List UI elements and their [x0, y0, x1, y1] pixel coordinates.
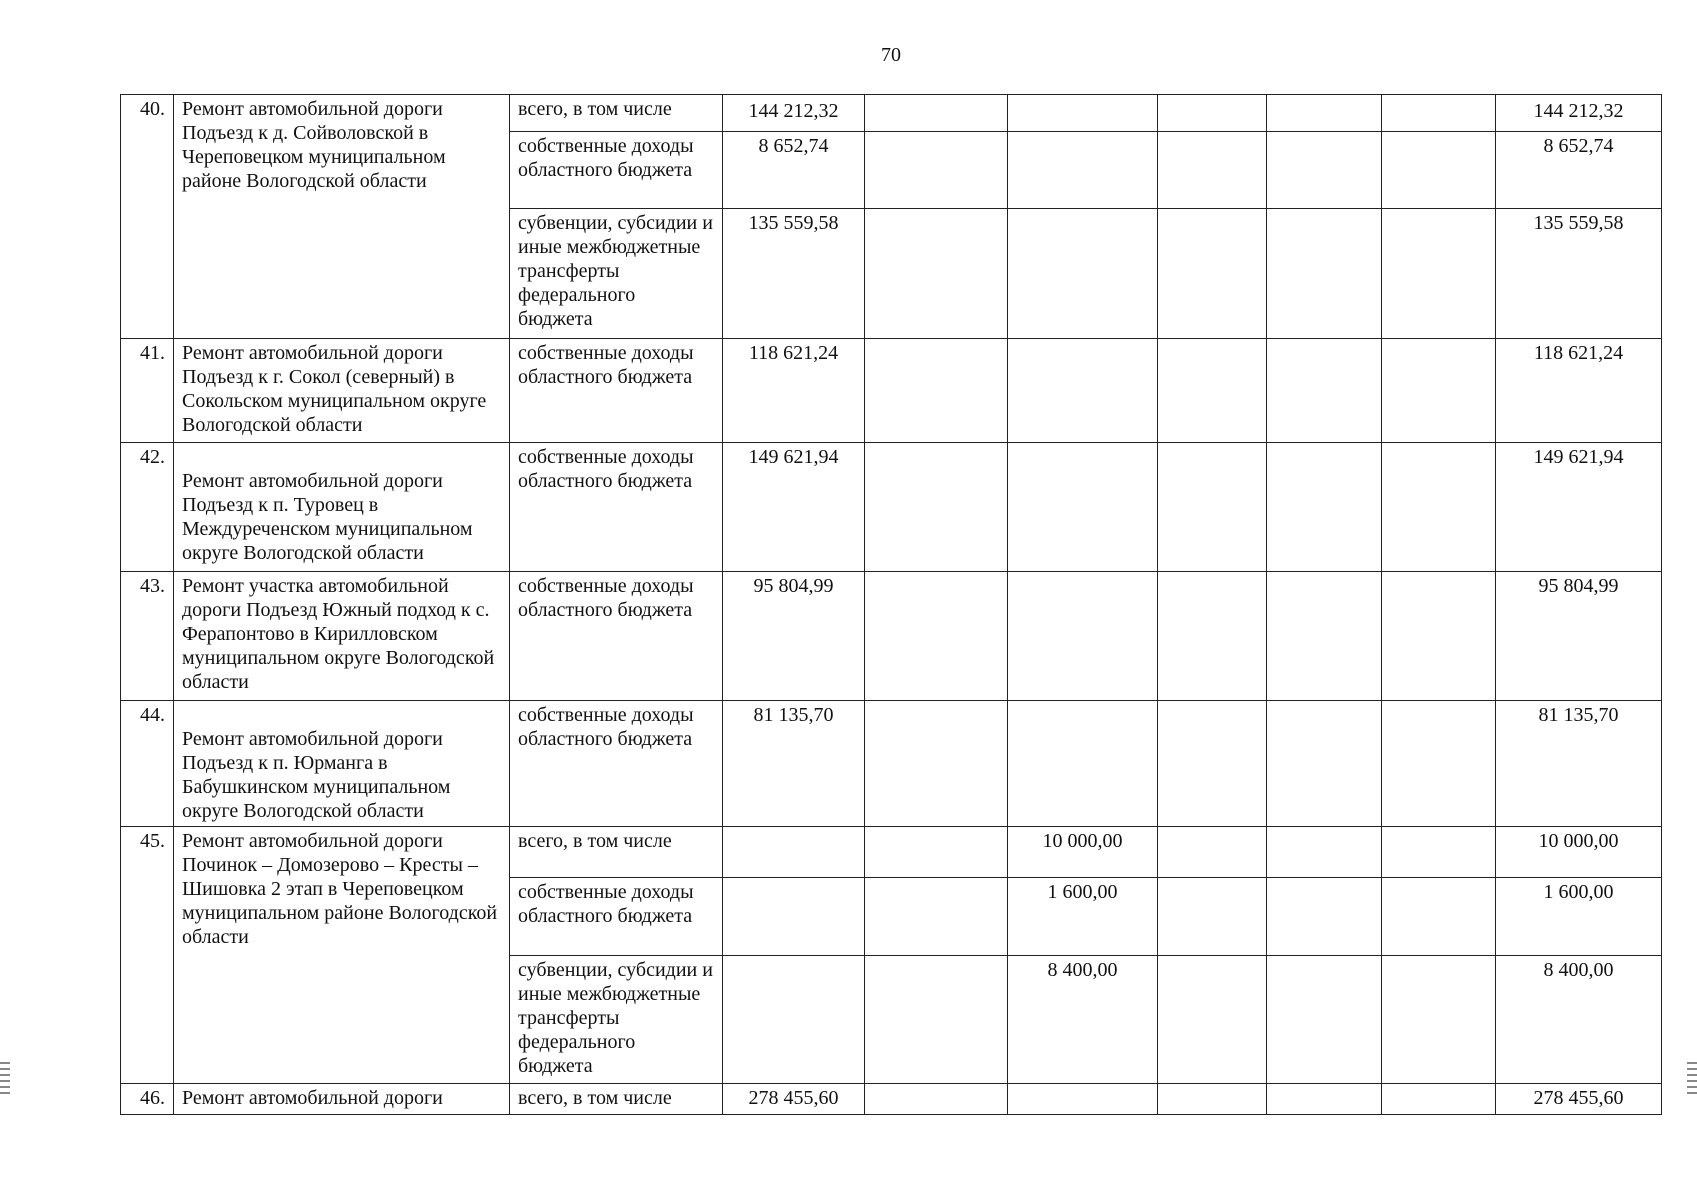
total-cell: 278 455,60 [1496, 1084, 1662, 1115]
funding-source: субвенции, субсидии и иные межбюджетные трансферты федерального бюджета [510, 956, 723, 1084]
object-name: Ремонт автомобильной дороги Подъезд к г. Сокол (северный) в Сокольском муниципальном округе Вологодской области [174, 339, 510, 443]
empty-cell [1008, 572, 1158, 701]
funding-source: всего, в том числе [510, 95, 723, 132]
empty-cell [1158, 209, 1267, 339]
table-row [121, 339, 1662, 443]
empty-cell [865, 95, 1008, 132]
amount-cell: 278 455,60 [723, 1084, 865, 1115]
empty-cell [1382, 572, 1496, 701]
empty-cell [1267, 572, 1382, 701]
empty-cell [1382, 878, 1496, 956]
empty-cell [1267, 1084, 1382, 1115]
empty-cell [1382, 95, 1496, 132]
empty-cell [723, 878, 865, 956]
amount-cell: 81 135,70 [723, 701, 865, 827]
row-number: 40. [121, 95, 174, 339]
empty-cell [1008, 339, 1158, 443]
empty-cell [865, 339, 1008, 443]
row-number: 41. [121, 339, 174, 443]
empty-cell [1267, 339, 1382, 443]
empty-cell [865, 956, 1008, 1084]
empty-cell [1267, 95, 1382, 132]
total-cell: 144 212,32 [1496, 95, 1662, 132]
empty-cell [1008, 95, 1158, 132]
empty-cell [1382, 443, 1496, 572]
row-number: 42. [121, 443, 174, 572]
empty-cell [1008, 209, 1158, 339]
empty-cell [865, 701, 1008, 827]
table-row [121, 443, 1662, 572]
total-cell: 118 621,24 [1496, 339, 1662, 443]
empty-cell [1158, 572, 1267, 701]
empty-cell [1158, 827, 1267, 878]
total-cell: 8 652,74 [1496, 132, 1662, 209]
total-cell: 8 400,00 [1496, 956, 1662, 1084]
amount-cell: 149 621,94 [723, 443, 865, 572]
row-number: 43. [121, 572, 174, 701]
object-name-text: Ремонт автомобильной дороги Подъезд к п. Туровец в Междуреченском муниципальном округе Вологодской области [182, 470, 473, 564]
total-cell: 149 621,94 [1496, 443, 1662, 572]
empty-cell [1158, 1084, 1267, 1115]
empty-cell [1008, 701, 1158, 827]
empty-cell [723, 956, 865, 1084]
empty-cell [1267, 701, 1382, 827]
object-name [174, 701, 510, 827]
empty-cell [865, 1084, 1008, 1115]
empty-cell [1267, 827, 1382, 878]
empty-cell [1382, 956, 1496, 1084]
empty-cell [1382, 209, 1496, 339]
table-row [121, 827, 1662, 878]
empty-cell [1267, 443, 1382, 572]
funding-source: собственные доходы областного бюджета [510, 701, 723, 827]
empty-cell [1382, 701, 1496, 827]
funding-source: субвенции, субсидии и иные межбюджетные трансферты федерального бюджета [510, 209, 723, 339]
object-name-text: Ремонт автомобильной дороги Подъезд к п. Юрманга в Бабушкинском муниципальном округе Вологодской области [182, 728, 451, 822]
funding-source: всего, в том числе [510, 827, 723, 878]
empty-cell [865, 878, 1008, 956]
funding-source: собственные доходы областного бюджета [510, 339, 723, 443]
empty-cell [865, 443, 1008, 572]
empty-cell [1008, 132, 1158, 209]
object-name: Ремонт автомобильной дороги [174, 1084, 510, 1115]
empty-cell [865, 132, 1008, 209]
row-number: 46. [121, 1084, 174, 1115]
empty-cell [1008, 443, 1158, 572]
table-row [121, 1084, 1662, 1115]
funding-source: собственные доходы областного бюджета [510, 572, 723, 701]
object-name: Ремонт автомобильной дороги Починок – Домозерово – Кресты – Шишовка 2 этап в Череповецком муниципальном районе Вологодской области [174, 827, 510, 1084]
empty-cell [1382, 1084, 1496, 1115]
amount-cell: 135 559,58 [723, 209, 865, 339]
empty-cell [1382, 827, 1496, 878]
funding-source: собственные доходы областного бюджета [510, 878, 723, 956]
table-row [121, 95, 1662, 132]
empty-cell [1008, 1084, 1158, 1115]
total-cell: 81 135,70 [1496, 701, 1662, 827]
empty-cell [1158, 878, 1267, 956]
empty-cell [1158, 956, 1267, 1084]
amount-cell: 95 804,99 [723, 572, 865, 701]
budget-table [120, 94, 1662, 1115]
object-name [174, 443, 510, 572]
empty-cell [865, 827, 1008, 878]
amount-cell: 10 000,00 [1008, 827, 1158, 878]
total-cell: 1 600,00 [1496, 878, 1662, 956]
amount-cell: 8 652,74 [723, 132, 865, 209]
funding-source: всего, в том числе [510, 1084, 723, 1115]
empty-cell [1158, 132, 1267, 209]
empty-cell [865, 572, 1008, 701]
empty-cell [1267, 209, 1382, 339]
scan-edge-mark [0, 1062, 10, 1096]
page-number: 70 [881, 44, 901, 66]
row-number: 44. [121, 701, 174, 827]
empty-cell [1267, 956, 1382, 1084]
empty-cell [1267, 878, 1382, 956]
table-row [121, 572, 1662, 701]
empty-cell [1158, 95, 1267, 132]
total-cell: 135 559,58 [1496, 209, 1662, 339]
scan-edge-mark [1687, 1062, 1697, 1096]
object-name: Ремонт автомобильной дороги Подъезд к д. Сойволовской в Череповецком муниципальном районе Вологодской области [174, 95, 510, 339]
empty-cell [1267, 132, 1382, 209]
funding-source: собственные доходы областного бюджета [510, 443, 723, 572]
empty-cell [1382, 339, 1496, 443]
empty-cell [1158, 443, 1267, 572]
funding-source: собственные доходы областного бюджета [510, 132, 723, 209]
amount-cell: 118 621,24 [723, 339, 865, 443]
empty-cell [865, 209, 1008, 339]
total-cell: 10 000,00 [1496, 827, 1662, 878]
table-row [121, 701, 1662, 827]
empty-cell [723, 827, 865, 878]
total-cell: 95 804,99 [1496, 572, 1662, 701]
object-name: Ремонт участка автомобильной дороги Подъезд Южный подход к с. Ферапонтово в Кирилловском муниципальном округе Вологодской области [174, 572, 510, 701]
empty-cell [1158, 339, 1267, 443]
row-number: 45. [121, 827, 174, 1084]
empty-cell [1382, 132, 1496, 209]
amount-cell: 144 212,32 [723, 95, 865, 132]
empty-cell [1158, 701, 1267, 827]
amount-cell: 1 600,00 [1008, 878, 1158, 956]
amount-cell: 8 400,00 [1008, 956, 1158, 1084]
